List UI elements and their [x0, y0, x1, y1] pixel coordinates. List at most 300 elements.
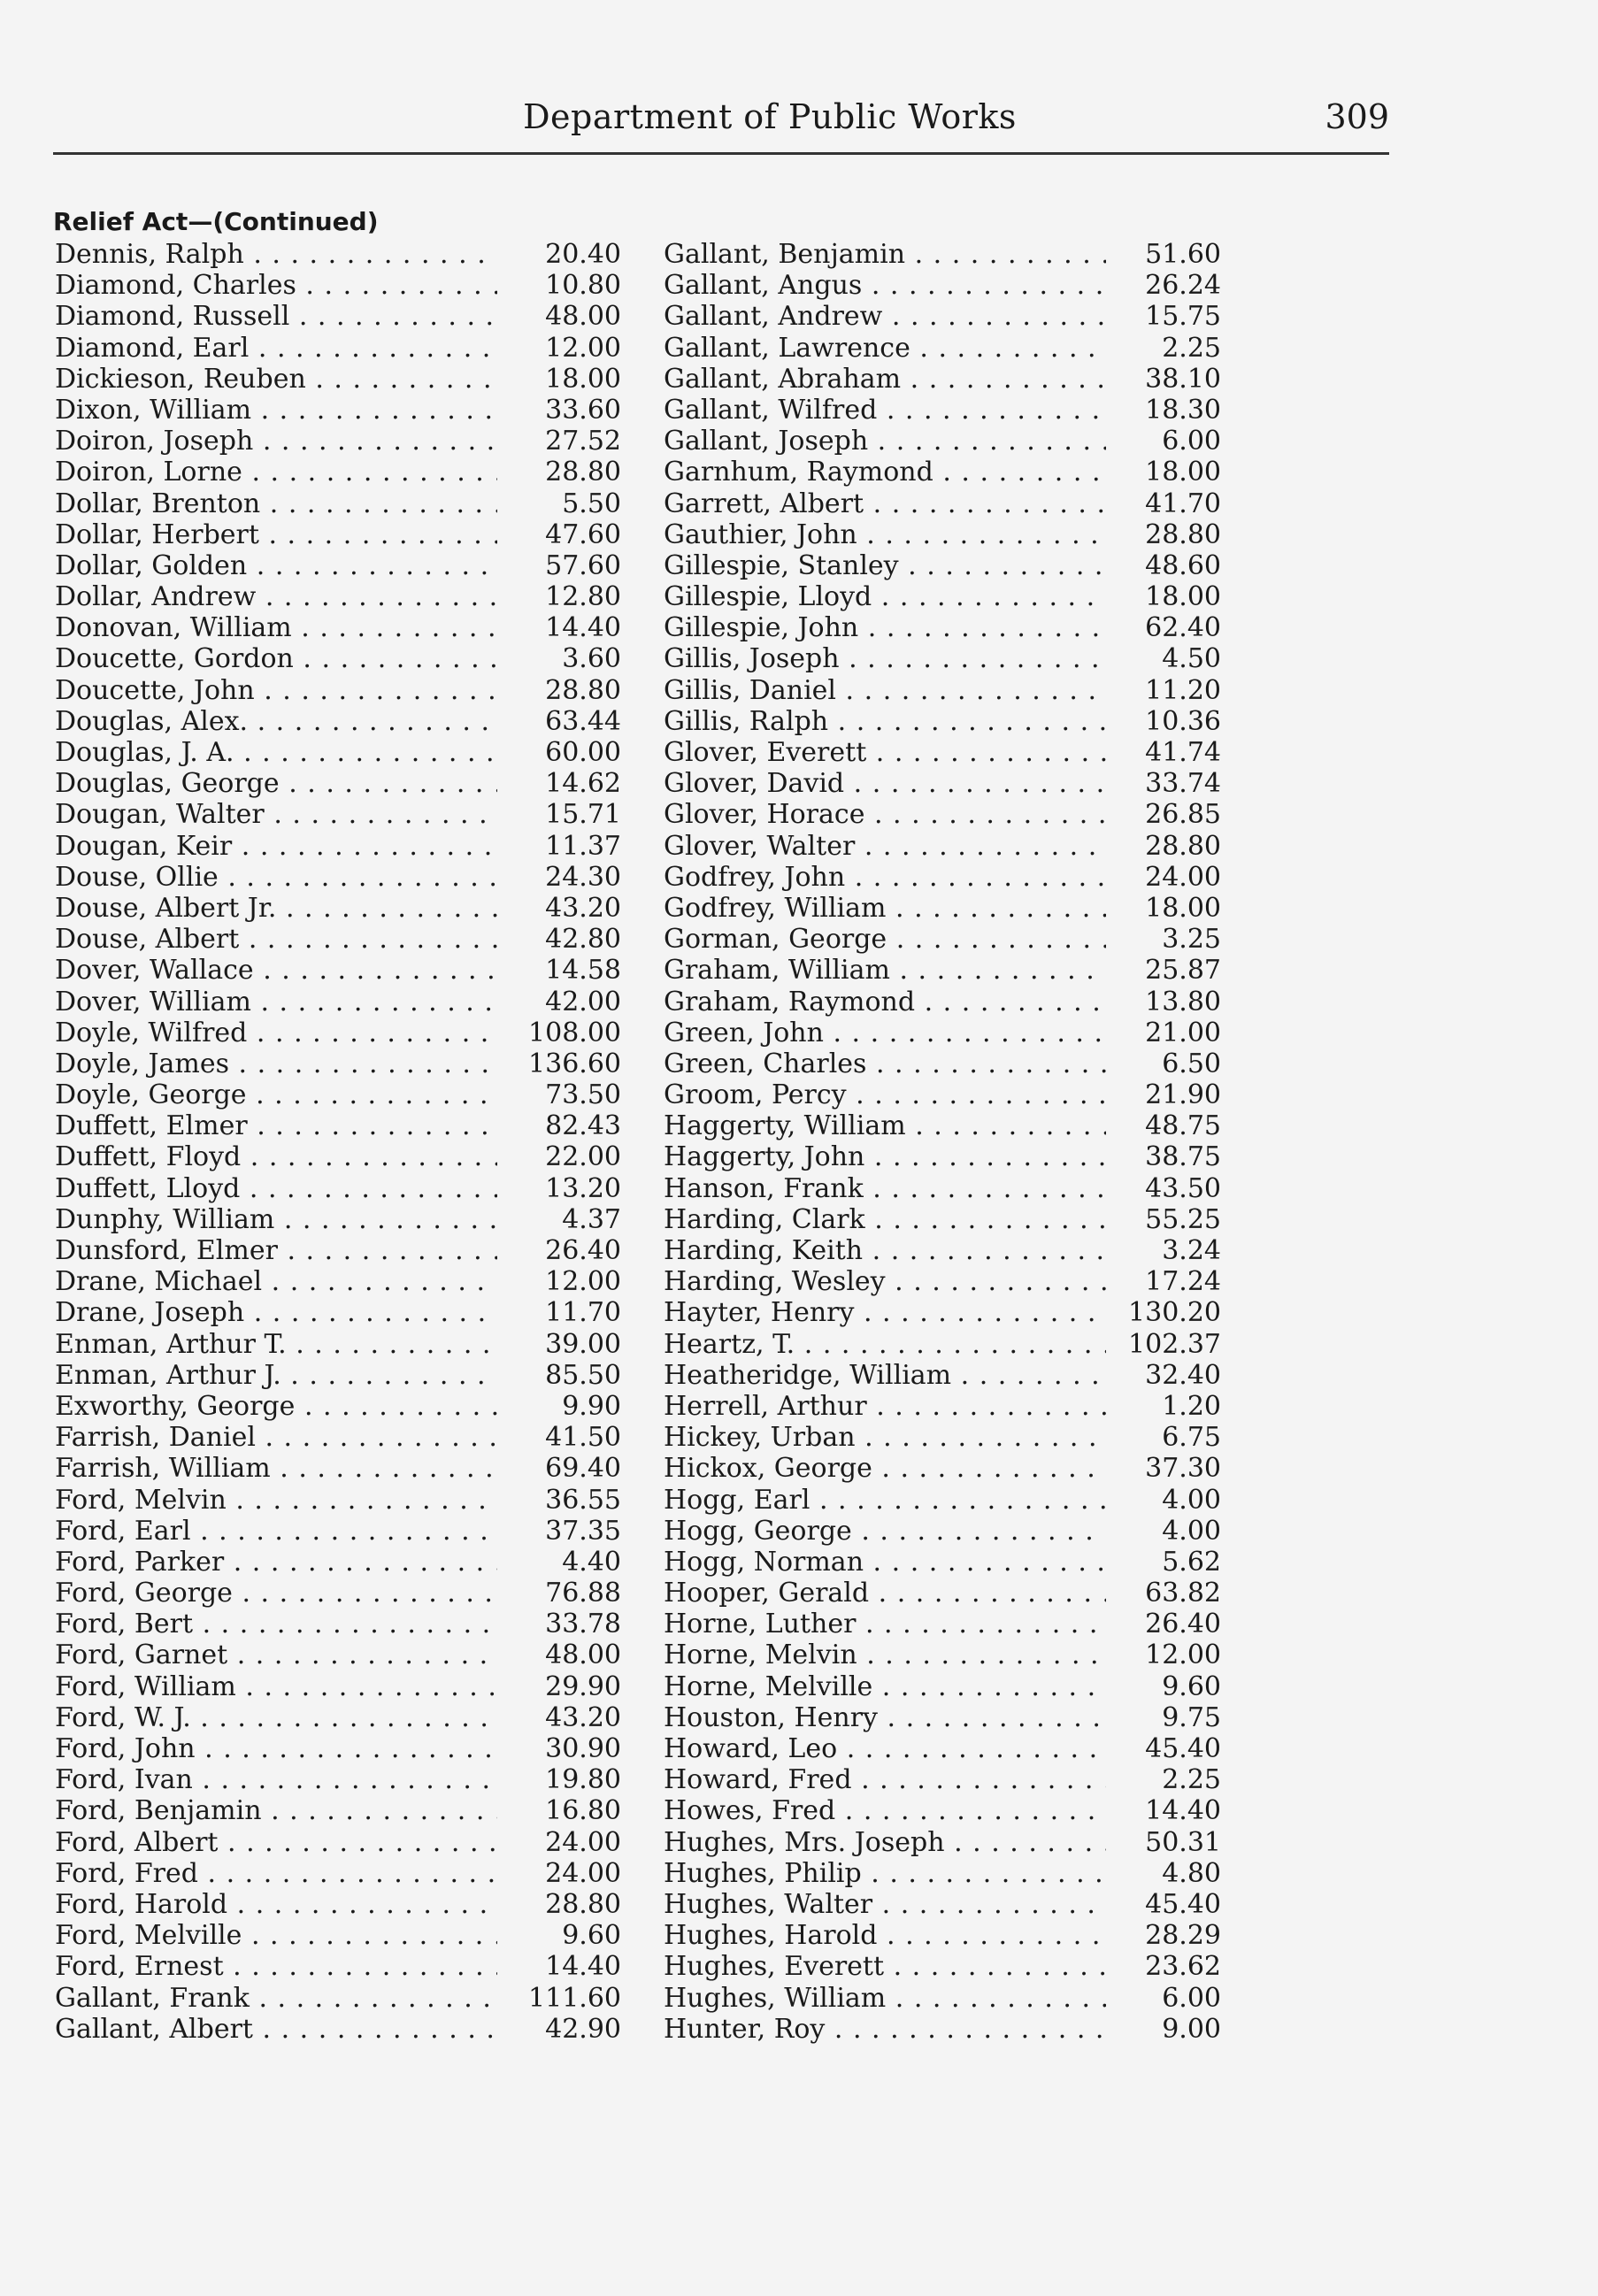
payee-name: Hanson, Frank . . . [664, 1173, 1106, 1204]
list-item [55, 239, 621, 270]
list-item [664, 457, 1221, 488]
payee-name: Doucette, Gordon . . . [55, 643, 497, 674]
payee-name: Duffett, Lloyd . . . [55, 1173, 497, 1204]
payee-name: Gallant, Frank . . . [55, 1983, 497, 2014]
payment-amount: 4.00 [1155, 1516, 1221, 1547]
list-item [55, 1360, 621, 1391]
list-item [55, 395, 621, 426]
payee-name: Drane, Joseph . . . [55, 1297, 497, 1328]
payment-amount: 108.00 [521, 1017, 621, 1048]
payee-name: Gallant, Lawrence . . . [664, 333, 1106, 364]
payment-amount: 63.44 [538, 706, 621, 737]
payment-amount: 47.60 [538, 519, 621, 550]
list-item [55, 1795, 621, 1826]
payee-name: Dougan, Keir . . . [55, 831, 497, 862]
payee-name: Howard, Fred . . . [664, 1764, 1106, 1795]
payee-name: Gallant, Angus . . . [664, 270, 1106, 301]
payee-name: Farrish, William . . . [55, 1453, 497, 1484]
payee-name: Glover, Walter . . . [664, 831, 1106, 862]
payment-amount: 24.00 [1138, 862, 1221, 893]
payment-amount: 9.60 [1155, 1671, 1221, 1702]
payment-amount: 24.30 [538, 862, 621, 893]
payee-name: Doucette, John . . . [55, 675, 497, 706]
list-item [664, 1639, 1221, 1670]
payment-amount: 24.00 [538, 1827, 621, 1858]
list-item [55, 519, 621, 550]
payment-amount: 26.24 [1138, 270, 1221, 301]
payee-name: Hooper, Gerald . . . [664, 1578, 1106, 1609]
payee-name: Garrett, Albert . . . [664, 488, 1106, 519]
payment-amount: 6.00 [1155, 426, 1221, 457]
list-item [55, 1671, 621, 1702]
payee-name: Howard, Leo . . . [664, 1733, 1106, 1764]
payment-amount: 48.60 [1138, 550, 1221, 581]
list-item [664, 799, 1221, 830]
list-item [55, 1951, 621, 1982]
list-item [55, 955, 621, 986]
payee-name: Hunter, Roy . . . [664, 2014, 1106, 2045]
payee-name: Hughes, Everett . . . [664, 1951, 1106, 1982]
payment-amount: 11.37 [538, 831, 621, 862]
payee-name: Doyle, James . . . [55, 1048, 497, 1079]
payee-name: Houston, Henry . . . [664, 1702, 1106, 1733]
payment-amount: 11.20 [1138, 675, 1221, 706]
payment-amount: 9.00 [1155, 2014, 1221, 2045]
list-item [55, 1920, 621, 1951]
payment-amount: 3.25 [1155, 924, 1221, 955]
payment-amount: 45.40 [1138, 1889, 1221, 1920]
payee-name: Gorman, George . . . [664, 924, 1106, 955]
payee-name: Hogg, Earl . . . [664, 1485, 1106, 1516]
payment-amount: 55.25 [1138, 1204, 1221, 1235]
payee-name: Gallant, Wilfred . . . [664, 395, 1106, 426]
payee-name: Hughes, Walter . . . [664, 1889, 1106, 1920]
list-item [664, 1671, 1221, 1702]
payment-amount: 12.80 [538, 581, 621, 612]
list-item [664, 1547, 1221, 1578]
list-item [55, 1266, 621, 1297]
payment-amount: 14.40 [538, 1951, 621, 1982]
payment-amount: 48.75 [1138, 1110, 1221, 1141]
payment-amount: 15.75 [1138, 301, 1221, 332]
payee-name: Howes, Fred . . . [664, 1795, 1106, 1826]
payment-amount: 42.80 [538, 924, 621, 955]
list-item [55, 643, 621, 674]
payee-name: Gauthier, John . . . [664, 519, 1106, 550]
list-item [664, 987, 1221, 1017]
list-item [664, 924, 1221, 955]
payee-name: Doyle, Wilfred . . . [55, 1017, 497, 1048]
list-item [55, 1422, 621, 1453]
list-item [664, 581, 1221, 612]
payment-amount: 9.60 [555, 1920, 621, 1951]
payment-amount: 42.00 [538, 987, 621, 1017]
list-item [664, 301, 1221, 332]
list-item [664, 333, 1221, 364]
list-item [55, 924, 621, 955]
payment-amount: 18.00 [1138, 893, 1221, 924]
list-item [55, 550, 621, 581]
payee-name: Dover, William . . . [55, 987, 497, 1017]
payment-amount: 18.00 [1138, 457, 1221, 488]
payee-name: Enman, Arthur T. . . . [55, 1329, 497, 1360]
list-item [55, 1764, 621, 1795]
list-item [55, 987, 621, 1017]
list-item [664, 239, 1221, 270]
list-item [664, 1266, 1221, 1297]
payee-name: Harding, Wesley . . . [664, 1266, 1106, 1297]
payment-amount: 50.31 [1138, 1827, 1221, 1858]
list-item [55, 1578, 621, 1609]
payee-name: Ford, William . . . [55, 1671, 497, 1702]
payee-name: Douse, Albert Jr. . . . [55, 893, 497, 924]
list-item [55, 1048, 621, 1079]
payment-amount: 6.50 [1155, 1048, 1221, 1079]
payment-amount: 25.87 [1138, 955, 1221, 986]
payment-amount: 11.70 [538, 1297, 621, 1328]
payee-name: Glover, Everett . . . [664, 737, 1106, 768]
payee-name: Gillespie, Lloyd . . . [664, 581, 1106, 612]
list-item [55, 1639, 621, 1670]
payment-amount: 37.35 [538, 1516, 621, 1547]
payee-name: Doiron, Lorne . . . [55, 457, 497, 488]
payee-name: Ford, John . . . [55, 1733, 497, 1764]
list-item [664, 1858, 1221, 1889]
payment-amount: 10.36 [1138, 706, 1221, 737]
payment-amount: 9.75 [1155, 1702, 1221, 1733]
payee-name: Gillis, Daniel . . . [664, 675, 1106, 706]
payment-amount: 73.50 [538, 1079, 621, 1110]
payee-name: Ford, George . . . [55, 1578, 497, 1609]
payment-amount: 32.40 [1138, 1360, 1221, 1391]
payee-name: Gallant, Joseph . . . [664, 426, 1106, 457]
payee-name: Ford, Parker . . . [55, 1547, 497, 1578]
payment-amount: 3.60 [555, 643, 621, 674]
payment-amount: 4.00 [1155, 1485, 1221, 1516]
payment-amount: 12.00 [1138, 1639, 1221, 1670]
payee-name: Heatheridge, William . . . [664, 1360, 1106, 1391]
payment-amount: 130.20 [1121, 1297, 1221, 1328]
payee-name: Diamond, Russell . . . [55, 301, 497, 332]
payee-name: Ford, Melvin . . . [55, 1485, 497, 1516]
payee-name: Ford, Albert . . . [55, 1827, 497, 1858]
list-item [664, 426, 1221, 457]
payee-name: Dunsford, Elmer . . . [55, 1235, 497, 1266]
payment-amount: 5.50 [555, 488, 621, 519]
payee-name: Exworthy, George . . . [55, 1391, 497, 1422]
payee-name: Ford, Benjamin . . . [55, 1795, 497, 1826]
payee-name: Graham, William . . . [664, 955, 1106, 986]
payment-amount: 42.90 [538, 2014, 621, 2045]
payment-amount: 18.00 [538, 364, 621, 395]
list-item [664, 1983, 1221, 2014]
payee-name: Ford, Fred . . . [55, 1858, 497, 1889]
list-item [55, 737, 621, 768]
payment-amount: 16.80 [538, 1795, 621, 1826]
payment-amount: 12.00 [538, 1266, 621, 1297]
payee-name: Dougan, Walter . . . [55, 799, 497, 830]
payment-amount: 21.00 [1138, 1017, 1221, 1048]
list-item [664, 955, 1221, 986]
payee-name: Glover, Horace . . . [664, 799, 1106, 830]
payee-name: Haggerty, William . . . [664, 1110, 1106, 1141]
payee-name: Ford, Earl . . . [55, 1516, 497, 1547]
payee-name: Dollar, Andrew . . . [55, 581, 497, 612]
list-item [664, 675, 1221, 706]
payment-amount: 37.30 [1138, 1453, 1221, 1484]
payee-name: Glover, David . . . [664, 768, 1106, 799]
list-item [55, 1733, 621, 1764]
list-item [664, 893, 1221, 924]
payment-amount: 38.75 [1138, 1141, 1221, 1172]
payment-amount: 4.37 [555, 1204, 621, 1235]
list-item [55, 862, 621, 893]
payment-amount: 3.24 [1155, 1235, 1221, 1266]
list-item [55, 1141, 621, 1172]
list-item [55, 488, 621, 519]
list-item [55, 364, 621, 395]
payee-name: Gallant, Albert . . . [55, 2014, 497, 2045]
list-item [55, 333, 621, 364]
list-item [664, 737, 1221, 768]
payee-name: Douglas, Alex. . . . [55, 706, 497, 737]
payment-amount: 33.60 [538, 395, 621, 426]
list-item [55, 1297, 621, 1328]
payment-amount: 33.74 [1138, 768, 1221, 799]
payee-name: Hayter, Henry . . . [664, 1297, 1106, 1328]
list-item [55, 1609, 621, 1639]
payee-name: Ford, Harold . . . [55, 1889, 497, 1920]
payment-amount: 24.00 [538, 1858, 621, 1889]
payment-amount: 111.60 [521, 1983, 621, 2014]
payment-amount: 14.58 [538, 955, 621, 986]
payee-name: Gallant, Abraham . . . [664, 364, 1106, 395]
page-title: Department of Public Works [523, 97, 1017, 136]
list-item [55, 2014, 621, 2045]
list-item [55, 706, 621, 737]
payment-amount: 18.30 [1138, 395, 1221, 426]
section-title: Relief Act—(Continued) [53, 207, 379, 236]
payment-amount: 136.60 [521, 1048, 621, 1079]
payment-amount: 57.60 [538, 550, 621, 581]
payment-amount: 17.24 [1138, 1266, 1221, 1297]
list-item [55, 1173, 621, 1204]
payee-name: Dennis, Ralph . . . [55, 239, 497, 270]
payee-name: Diamond, Earl . . . [55, 333, 497, 364]
payee-name: Drane, Michael . . . [55, 1266, 497, 1297]
payment-amount: 18.00 [1138, 581, 1221, 612]
payee-name: Hickox, George . . . [664, 1453, 1106, 1484]
payment-amount: 51.60 [1138, 239, 1221, 270]
payee-name: Hughes, Mrs. Joseph . . . [664, 1827, 1106, 1858]
payment-amount: 28.80 [538, 457, 621, 488]
list-item [55, 1485, 621, 1516]
payment-amount: 6.00 [1155, 1983, 1221, 2014]
list-item [664, 1827, 1221, 1858]
list-item [664, 1235, 1221, 1266]
payment-amount: 62.40 [1138, 612, 1221, 643]
list-item [664, 1951, 1221, 1982]
payee-name: Dollar, Herbert . . . [55, 519, 497, 550]
payee-name: Duffett, Elmer . . . [55, 1110, 497, 1141]
list-item [664, 831, 1221, 862]
payee-name: Douglas, J. A. . . . [55, 737, 497, 768]
payee-name: Haggerty, John . . . [664, 1141, 1106, 1172]
payee-name: Harding, Keith . . . [664, 1235, 1106, 1266]
list-item [664, 1297, 1221, 1328]
payment-amount: 23.62 [1138, 1951, 1221, 1982]
payee-name: Ford, Garnet . . . [55, 1639, 497, 1670]
right-column [664, 239, 1221, 2045]
payee-name: Hogg, George . . . [664, 1516, 1106, 1547]
payee-name: Hogg, Norman . . . [664, 1547, 1106, 1578]
list-item [664, 364, 1221, 395]
payment-amount: 9.90 [555, 1391, 621, 1422]
payee-name: Farrish, Daniel . . . [55, 1422, 497, 1453]
payment-amount: 48.00 [538, 1639, 621, 1670]
payee-name: Donovan, William . . . [55, 612, 497, 643]
payee-name: Ford, Bert . . . [55, 1609, 497, 1639]
payment-amount: 4.80 [1155, 1858, 1221, 1889]
payment-amount: 26.40 [538, 1235, 621, 1266]
list-item [55, 1079, 621, 1110]
payee-name: Godfrey, William . . . [664, 893, 1106, 924]
list-item [55, 1983, 621, 2014]
list-item [55, 831, 621, 862]
payment-amount: 27.52 [538, 426, 621, 457]
payment-amount: 30.90 [538, 1733, 621, 1764]
payment-amount: 14.40 [1138, 1795, 1221, 1826]
payee-name: Horne, Luther . . . [664, 1609, 1106, 1639]
list-item [664, 1110, 1221, 1141]
list-item [664, 1920, 1221, 1951]
payee-name: Ford, Melville . . . [55, 1920, 497, 1951]
payment-amount: 2.25 [1155, 333, 1221, 364]
list-item [664, 862, 1221, 893]
payment-amount: 22.00 [538, 1141, 621, 1172]
payment-amount: 41.70 [1138, 488, 1221, 519]
list-item [55, 1547, 621, 1578]
payee-name: Graham, Raymond . . . [664, 987, 1106, 1017]
list-item [55, 768, 621, 799]
payment-amount: 19.80 [538, 1764, 621, 1795]
list-item [55, 1516, 621, 1547]
payee-name: Green, Charles . . . [664, 1048, 1106, 1079]
payment-amount: 69.40 [538, 1453, 621, 1484]
payee-name: Dixon, William . . . [55, 395, 497, 426]
payment-amount: 48.00 [538, 301, 621, 332]
payment-amount: 43.50 [1138, 1173, 1221, 1204]
payee-name: Douse, Ollie . . . [55, 862, 497, 893]
payment-amount: 28.80 [1138, 831, 1221, 862]
payee-name: Harding, Clark . . . [664, 1204, 1106, 1235]
payment-amount: 5.62 [1155, 1547, 1221, 1578]
list-item [55, 1702, 621, 1733]
payment-amount: 28.80 [538, 1889, 621, 1920]
payee-name: Dover, Wallace . . . [55, 955, 497, 986]
list-item [55, 612, 621, 643]
payee-name: Gallant, Andrew . . . [664, 301, 1106, 332]
payment-amount: 28.80 [538, 675, 621, 706]
payment-amount: 38.10 [1138, 364, 1221, 395]
payment-amount: 12.00 [538, 333, 621, 364]
list-item [55, 270, 621, 301]
list-item [55, 799, 621, 830]
payee-name: Douglas, George . . . [55, 768, 497, 799]
list-item [55, 1235, 621, 1266]
payee-name: Heartz, T. . . . [664, 1329, 1106, 1360]
list-item [664, 395, 1221, 426]
payment-amount: 6.75 [1155, 1422, 1221, 1453]
payee-name: Diamond, Charles . . . [55, 270, 497, 301]
payee-name: Dickieson, Reuben . . . [55, 364, 497, 395]
payee-name: Godfrey, John . . . [664, 862, 1106, 893]
list-item [664, 1391, 1221, 1422]
list-item [55, 581, 621, 612]
list-item [55, 426, 621, 457]
payee-name: Douse, Albert . . . [55, 924, 497, 955]
list-item [55, 1453, 621, 1484]
payment-amount: 2.25 [1155, 1764, 1221, 1795]
payment-amount: 10.80 [538, 270, 621, 301]
list-item [664, 1578, 1221, 1609]
payment-amount: 41.50 [538, 1422, 621, 1453]
list-item [664, 270, 1221, 301]
payee-name: Gillis, Ralph . . . [664, 706, 1106, 737]
list-item [664, 1422, 1221, 1453]
payee-name: Enman, Arthur J. . . . [55, 1360, 497, 1391]
list-item [55, 1889, 621, 1920]
payee-name: Gillespie, John . . . [664, 612, 1106, 643]
list-item [664, 643, 1221, 674]
list-item [664, 1017, 1221, 1048]
list-item [664, 1702, 1221, 1733]
payee-name: Horne, Melvin . . . [664, 1639, 1106, 1670]
payment-amount: 15.71 [538, 799, 621, 830]
list-item [55, 1858, 621, 1889]
list-item [664, 1733, 1221, 1764]
list-item [664, 768, 1221, 799]
list-item [664, 1889, 1221, 1920]
payee-name: Green, John . . . [664, 1017, 1106, 1048]
payment-amount: 1.20 [1155, 1391, 1221, 1422]
list-item [664, 706, 1221, 737]
payment-amount: 63.82 [1138, 1578, 1221, 1609]
list-item [55, 893, 621, 924]
payee-name: Hughes, Harold . . . [664, 1920, 1106, 1951]
payment-amount: 85.50 [538, 1360, 621, 1391]
payment-amount: 14.40 [538, 612, 621, 643]
payment-amount: 76.88 [538, 1578, 621, 1609]
payee-name: Ford, W. J. . . . [55, 1702, 497, 1733]
payee-name: Hughes, William . . . [664, 1983, 1106, 2014]
payment-amount: 82.43 [538, 1110, 621, 1141]
list-item [664, 1173, 1221, 1204]
list-item [55, 301, 621, 332]
payment-amount: 45.40 [1138, 1733, 1221, 1764]
list-item [664, 1079, 1221, 1110]
list-item [664, 1516, 1221, 1547]
list-item [55, 675, 621, 706]
payee-name: Hughes, Philip . . . [664, 1858, 1106, 1889]
payment-amount: 21.90 [1138, 1079, 1221, 1110]
payee-name: Groom, Percy . . . [664, 1079, 1106, 1110]
list-item [664, 1609, 1221, 1639]
payment-amount: 26.40 [1138, 1609, 1221, 1639]
page-number: 309 [1325, 97, 1389, 136]
list-item [664, 1048, 1221, 1079]
header-rule [53, 152, 1389, 155]
